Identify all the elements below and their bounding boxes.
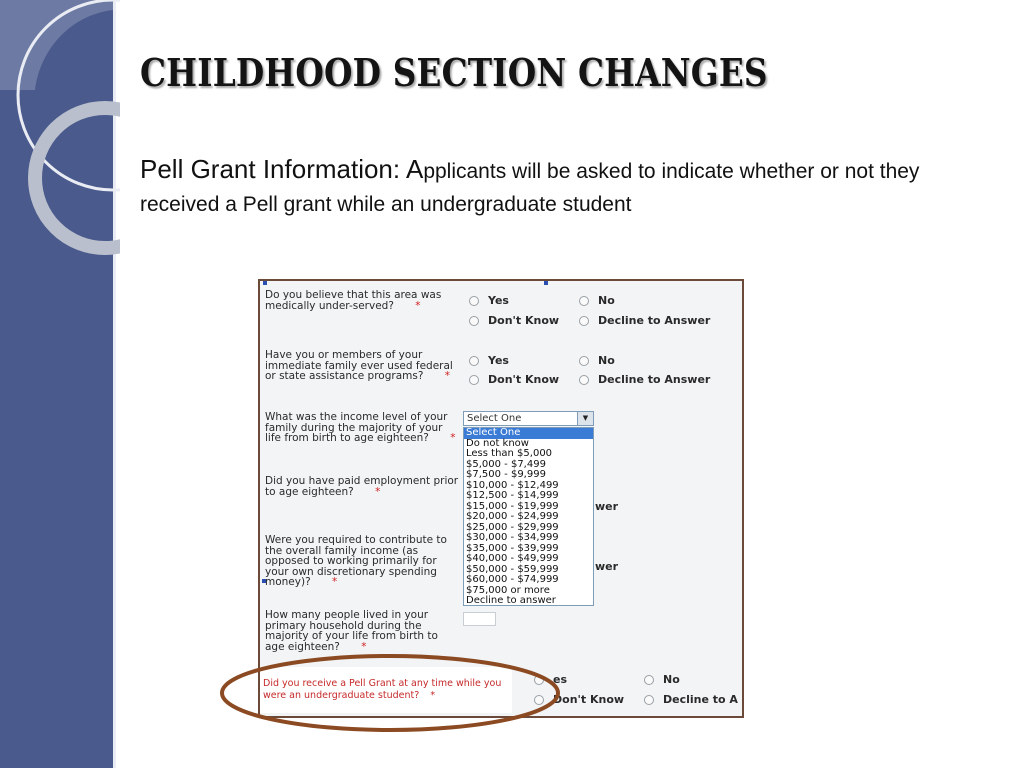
required-star: * (430, 690, 436, 701)
question-text: Did you have paid employment prior to age eighteen? (265, 475, 459, 498)
corner-marker (263, 281, 267, 285)
q7-decline-option[interactable] (644, 693, 738, 706)
required-star: * (444, 370, 451, 382)
select-value: Select One (467, 413, 522, 424)
required-star: * (415, 299, 421, 312)
dropdown-option[interactable]: $40,000 - $49,999 (466, 553, 559, 564)
dropdown-option[interactable]: $60,000 - $74,999 (466, 574, 559, 585)
q7-no-option[interactable] (644, 673, 680, 686)
radio-icon[interactable] (579, 356, 589, 366)
q1-dont-know-option[interactable] (469, 314, 559, 327)
dropdown-option[interactable]: $50,000 - $59,999 (466, 563, 559, 575)
income-dropdown-list[interactable] (463, 427, 594, 606)
dropdown-option[interactable]: Less than $5,000 (466, 448, 553, 459)
q2-yes-option[interactable] (469, 354, 509, 367)
required-star: * (450, 432, 456, 444)
question-text: What was the income level of your family during the majority of your life from birth to age eighteen? (265, 411, 448, 444)
dropdown-option[interactable]: Do not know (466, 437, 529, 449)
slide-body-text (140, 153, 1000, 221)
option-label: No (663, 673, 680, 686)
option-label: Decline to Answer (598, 314, 711, 327)
corner-marker (544, 281, 548, 285)
dropdown-option[interactable]: Select One (464, 428, 593, 439)
q2-dont-know-option[interactable] (469, 373, 559, 386)
form-screenshot (258, 279, 744, 718)
option-label: Don't Know (553, 693, 625, 706)
option-label: Decline to Answer (598, 373, 711, 386)
question-pell-grant (260, 667, 512, 713)
q1-no-option[interactable] (579, 294, 615, 307)
q2-decline-option[interactable] (579, 373, 710, 386)
dropdown-option[interactable]: $30,000 - $34,999 (466, 532, 559, 543)
income-select[interactable] (463, 411, 594, 426)
question-text: Were you required to contribute to the overall family income (as opposed to working primarily for your own discretionary spending money)? (265, 534, 447, 588)
q7-yes-option[interactable] (534, 673, 567, 686)
chevron-down-icon[interactable]: ▼ (577, 412, 593, 425)
dropdown-option[interactable]: $7,500 - $9,999 (466, 469, 546, 480)
radio-icon[interactable] (469, 375, 479, 385)
dropdown-option[interactable]: $25,000 - $29,999 (466, 521, 559, 533)
dropdown-option[interactable]: $75,000 or more (466, 584, 550, 596)
radio-icon[interactable] (534, 675, 544, 685)
dropdown-option[interactable]: Decline to answer (466, 595, 556, 606)
q1-yes-option[interactable] (469, 294, 509, 307)
required-star: * (361, 640, 367, 653)
radio-icon[interactable] (534, 695, 544, 705)
radio-icon[interactable] (644, 675, 654, 685)
question-text: Did you receive a Pell Grant at any time while you were an undergraduate student? (263, 678, 502, 701)
household-size-input[interactable] (463, 612, 496, 626)
q4-decline-partial-label: wer (595, 500, 619, 513)
dropdown-option[interactable]: $20,000 - $24,999 (466, 511, 559, 522)
body-rest: pplicants will be asked to indicate whether or not they received a Pell grant while an undergraduate student (140, 160, 920, 216)
question-text: How many people lived in your primary household during the majority of your life from birth to age eighteen? (265, 609, 438, 653)
question-assistance-programs (265, 350, 460, 382)
radio-icon[interactable] (469, 356, 479, 366)
question-contribute-income (265, 535, 460, 588)
body-initial: A (405, 154, 424, 184)
question-medically-underserved (265, 290, 460, 311)
question-text: Have you or members of your immediate family ever used federal or state assistance programs? (265, 349, 453, 382)
option-label: No (598, 294, 615, 307)
dropdown-option[interactable]: $12,500 - $14,999 (466, 490, 559, 501)
q2-no-option[interactable] (579, 354, 615, 367)
radio-icon[interactable] (579, 375, 589, 385)
option-label: Decline to A (663, 693, 738, 706)
slide-title: CHILDHOOD SECTION CHANGES (140, 50, 768, 95)
question-income-level (265, 412, 460, 444)
radio-icon[interactable] (469, 296, 479, 306)
dropdown-option[interactable]: $15,000 - $19,999 (466, 500, 559, 512)
option-label: Don't Know (488, 373, 560, 386)
required-star: * (332, 576, 338, 588)
dropdown-option[interactable]: $5,000 - $7,499 (466, 458, 546, 470)
radio-icon[interactable] (469, 316, 479, 326)
question-household-size (265, 610, 460, 652)
required-star: * (375, 485, 381, 498)
question-text: Do you believe that this area was medically under-served? (265, 289, 442, 312)
option-label: No (598, 354, 615, 367)
radio-icon[interactable] (579, 296, 589, 306)
radio-icon[interactable] (579, 316, 589, 326)
option-label: es (553, 673, 568, 686)
q1-decline-option[interactable] (579, 314, 710, 327)
dropdown-option[interactable]: $35,000 - $39,999 (466, 542, 559, 554)
dropdown-option[interactable]: $10,000 - $12,499 (466, 479, 559, 491)
option-label: Yes (488, 354, 509, 367)
q7-dont-know-option[interactable] (534, 693, 624, 706)
option-label: Yes (488, 294, 509, 307)
option-label: Don't Know (488, 314, 560, 327)
q5-decline-partial-label: wer (595, 560, 619, 573)
body-lead: Pell Grant Information: (140, 154, 401, 184)
question-paid-employment (265, 476, 460, 497)
radio-icon[interactable] (644, 695, 654, 705)
